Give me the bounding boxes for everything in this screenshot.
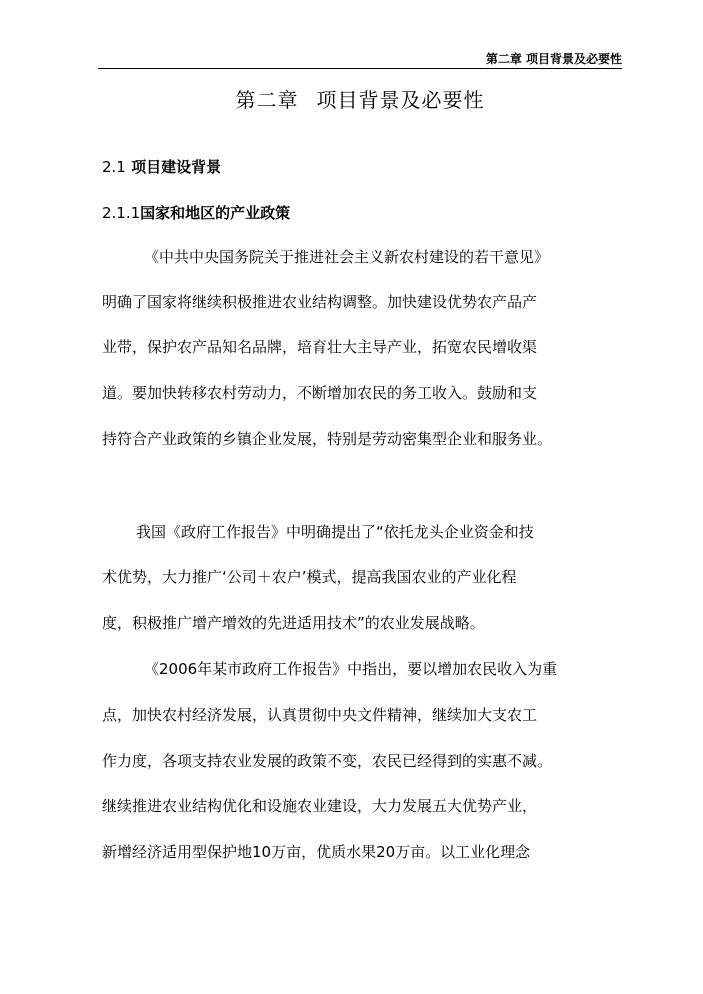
- paragraph-3-line-5: 新增经济适用型保护地10万亩，优质水果20万亩。以工业化理念: [102, 843, 531, 861]
- paragraph-1-line-3: 业带，保护农产品知名品牌，培育壮大主导产业，拓宽农民增收渠: [102, 338, 538, 356]
- paragraph-1-line-5: 持符合产业政策的乡镇企业发展，特别是劳动密集型企业和服务业。: [102, 430, 553, 448]
- header-rule: [98, 68, 622, 69]
- section-number: 2.1: [102, 158, 126, 176]
- running-header: 第二章 项目背景及必要性: [485, 52, 622, 66]
- paragraph-3-line-2: 点，加快农村经济发展，认真贯彻中央文件精神，继续加大支农工: [102, 706, 538, 724]
- subsection-heading: [102, 202, 290, 224]
- chapter-number: 第二章: [235, 88, 299, 112]
- chapter-title: [98, 86, 622, 114]
- section-title: 项目建设背景: [131, 158, 222, 176]
- subsection-number: 2.1.1: [102, 204, 141, 222]
- paragraph-3-line-3: 作力度，各项支持农业发展的政策不变，农民已经得到的实惠不减。: [102, 752, 553, 770]
- paragraph-2-line-2: 术优势，大力推广‘公司＋农户’模式，提高我国农业的产业化程: [102, 568, 517, 586]
- chapter-title-text: 项目背景及必要性: [316, 88, 485, 112]
- paragraph-2-line-3: 度，积极推广增产增效的先进适用技术”的农业发展战略。: [102, 614, 485, 632]
- paragraph-3-line-4: 继续推进农业结构优化和设施农业建设，大力发展五大优势产业，: [102, 797, 538, 815]
- paragraph-1-line-4: 道。要加快转移农村劳动力，不断增加农民的务工收入。鼓励和支: [102, 384, 538, 402]
- paragraph-2-line-1: 我国《政府工作报告》中明确提出了“依托龙头企业资金和技: [136, 523, 534, 541]
- paragraph-1-line-2: 明确了国家将继续积极推进农业结构调整。加快建设优势农产品产: [102, 293, 538, 311]
- paragraph-3-line-1: 《2006年某市政府工作报告》中指出，要以增加农民收入为重: [144, 660, 558, 678]
- section-heading: [102, 156, 221, 178]
- paragraph-1-line-1: 《中共中央国务院关于推进社会主义新农村建设的若干意见》: [144, 248, 550, 266]
- subsection-title: 国家和地区的产业政策: [140, 204, 291, 222]
